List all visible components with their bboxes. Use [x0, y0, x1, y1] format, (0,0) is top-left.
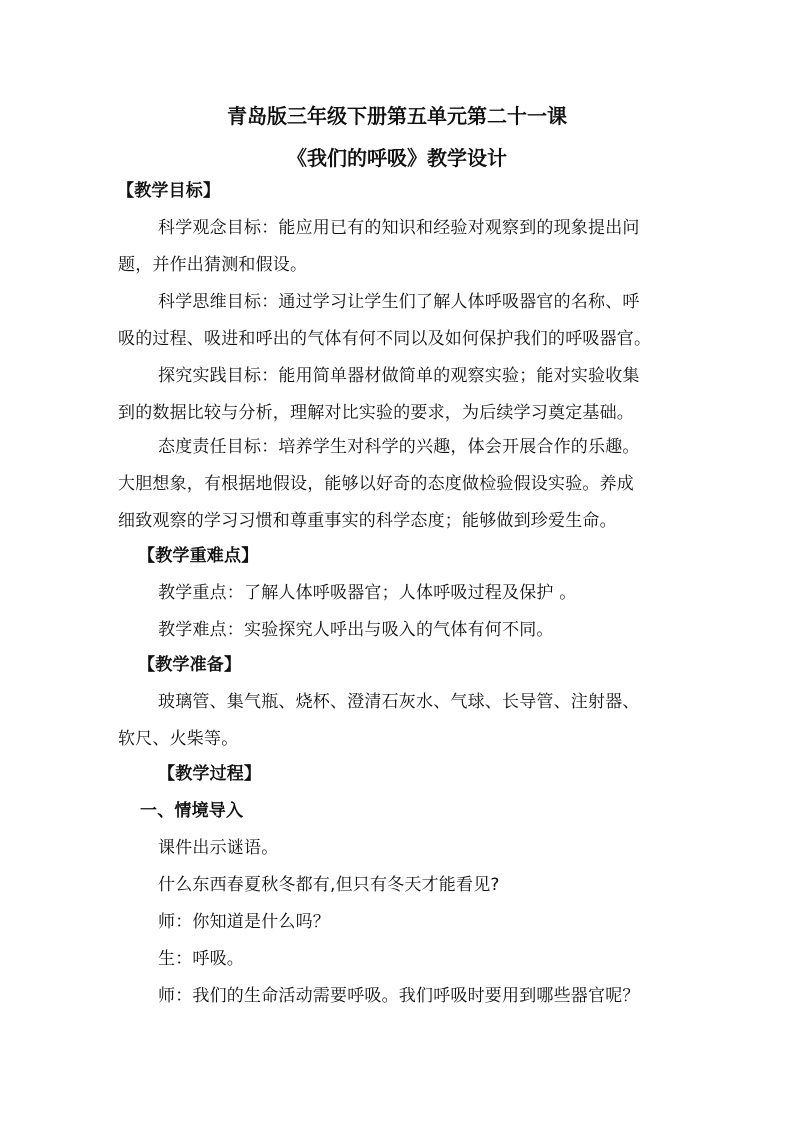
section-heading-preparation: 【教学准备】 [138, 655, 242, 675]
objective-inquiry-practice-line-2: 到的数据比较与分析，理解对比实验的要求，为后续学习奠定基础。 [118, 403, 634, 423]
objective-inquiry-practice-line-1: 探究实践目标：能用简单器材做简单的观察实验；能对实验收集 [158, 366, 640, 386]
paragraph-courseware-riddle: 课件出示谜语。 [158, 838, 279, 858]
step-heading-introduction: 一、情境导入 [140, 801, 244, 821]
objective-attitude-line-1: 态度责任目标：培养学生对科学的兴趣，体会开展合作的乐趣。 [158, 437, 640, 457]
paragraph-student-answer: 生：呼吸。 [158, 949, 244, 969]
paragraph-teacher-question: 师：你知道是什么吗？ [158, 912, 330, 932]
objective-science-thinking-line-1: 科学思维目标：通过学习让学生们了解人体呼吸器官的名称、呼 [158, 292, 640, 312]
objective-science-concept-line-2: 题，并作出猜测和假设。 [118, 255, 308, 275]
preparation-line-1: 玻璃管、集气瓶、烧杯、澄清石灰水、气球、长导管、注射器、 [158, 692, 640, 712]
section-heading-objectives: 【教学目标】 [117, 181, 221, 201]
objective-science-concept-line-1: 科学观念目标：能应用已有的知识和经验对观察到的现象提出问 [158, 218, 640, 238]
document-title-line-1: 青岛版三年级下册第五单元第二十一课 [227, 104, 567, 128]
paragraph-riddle-question: 什么东西春夏秋冬都有,但只有冬天才能看见? [158, 875, 500, 895]
section-heading-key-points: 【教学重难点】 [138, 546, 259, 566]
difficulty-text: 教学难点：实验探究人呼出与吸入的气体有何不同。 [158, 620, 554, 640]
section-heading-process: 【教学过程】 [158, 764, 262, 784]
objective-attitude-line-2: 大胆想象，有根据地假设，能够以好奇的态度做检验假设实验。养成 [118, 474, 634, 494]
preparation-line-2: 软尺、火柴等。 [118, 729, 239, 749]
key-point-text: 教学重点：了解人体呼吸器官；人体呼吸过程及保护 。 [158, 583, 577, 603]
document-title-line-2: 《我们的呼吸》教学设计 [287, 146, 507, 170]
objective-attitude-line-3: 细致观察的学习习惯和尊重事实的科学态度；能够做到珍爱生命。 [118, 511, 617, 531]
objective-science-thinking-line-2: 吸的过程、吸进和呼出的气体有何不同以及如何保护我们的呼吸器官。 [118, 329, 652, 349]
paragraph-teacher-followup: 师：我们的生命活动需要呼吸。我们呼吸时要用到哪些器官呢？ [158, 986, 640, 1006]
